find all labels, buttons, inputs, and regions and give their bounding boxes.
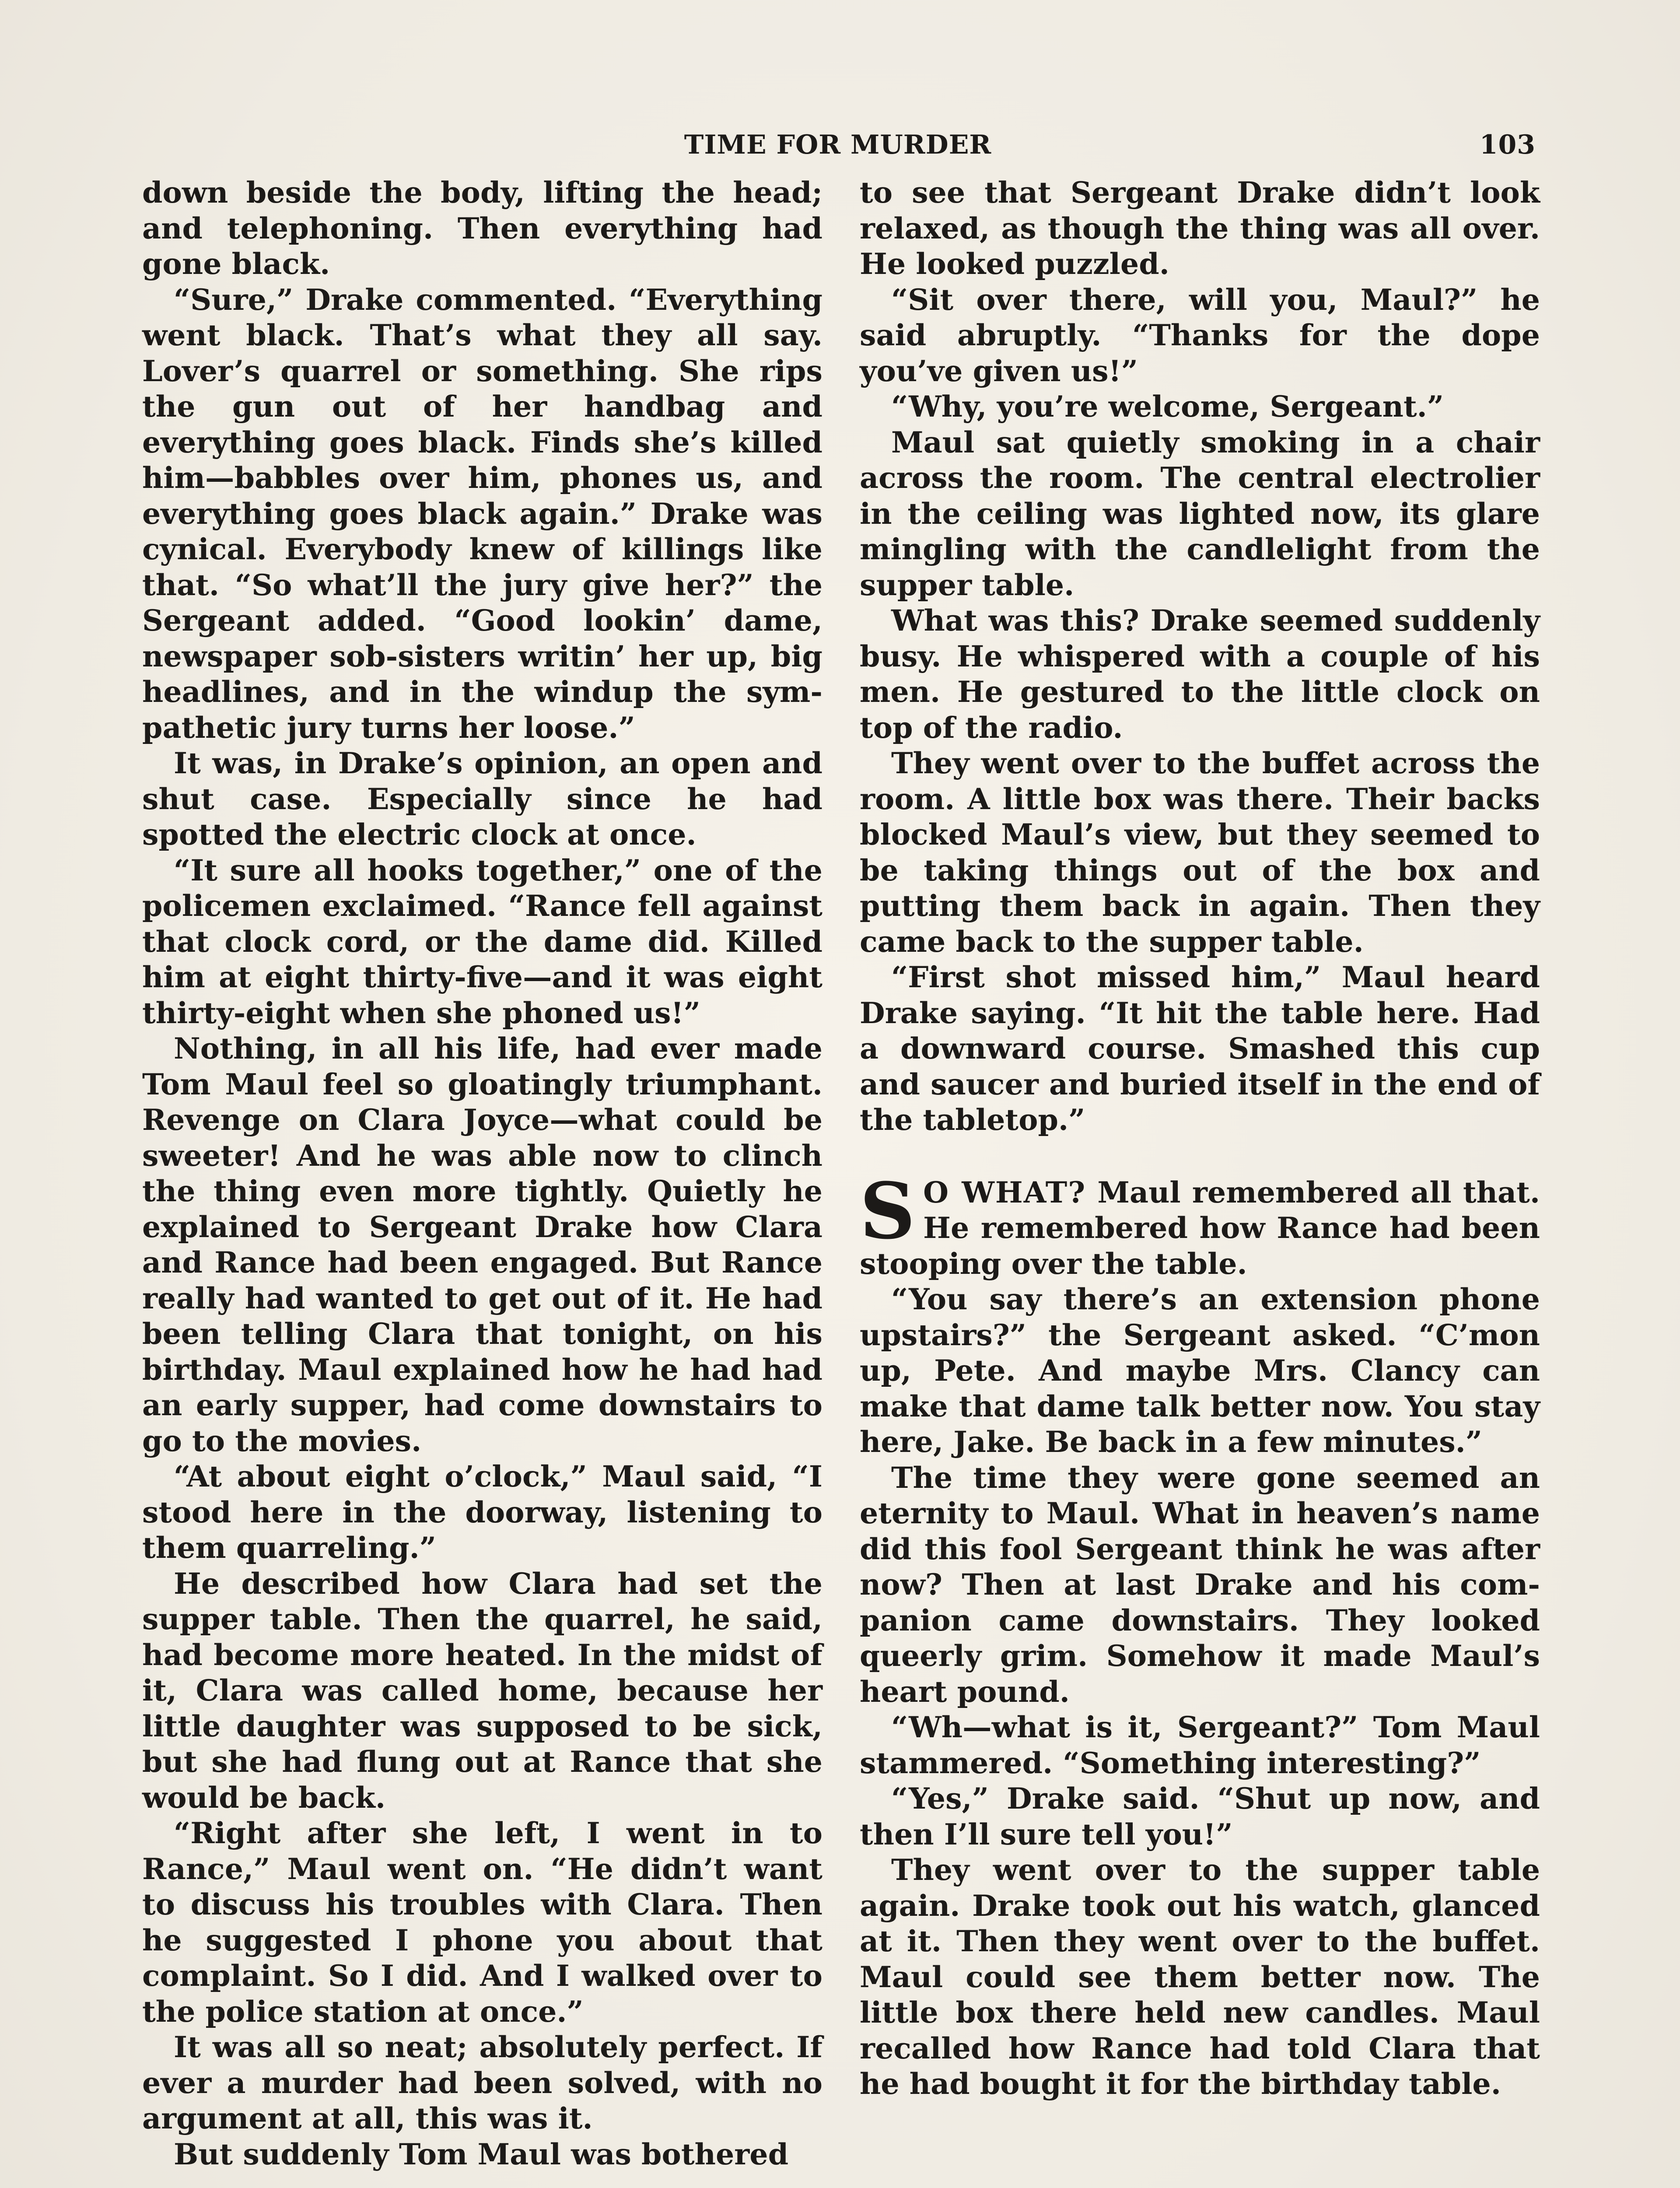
paragraph: They went over to the supper table again. Drake took out his watch, glanced at it. Then they went over to the buffet. Maul could see them better now. The little box there held new candles. Maul recalled how Rance had told Clara that he had bought it for the birthday table. bbox=[860, 1853, 1540, 2101]
paragraph: “You say there’s an extension phone upstairs?” the Sergeant asked. “C’mon up, Pete. And maybe Mrs. Clancy can make that dame talk better now. You stay here, Jake. Be back in a few minutes.” bbox=[860, 1282, 1540, 1459]
paragraph: “Right after she left, I went in to Rance,” Maul went on. “He didn’t want to discuss his troubles with Clara. Then he suggested I phone you about that complaint. So I did. And I walked over to the police station at once.” bbox=[142, 1816, 822, 2029]
paragraph: “Sure,” Drake commented. “Everything went black. That’s what they all say. Lover’s quarrel or something. She rips the gun out of her handbag and everything goes black. Finds she’s killed him—babbles over him, phones us, and everything goes black again.” Drake was cynical. Everybody knew of killings like that. “So what’ll the jury give her?” the Sergeant added. “Good lookin’ dame, newspaper sob-sisters writin’ her up, big headlines, and in the windup the sympathetic jury turns her loose.” bbox=[142, 282, 822, 745]
paragraph: “First shot missed him,” Maul heard Drake saying. “It hit the table here. Had a downward course. Smashed this cup and saucer and buried itself in the end of the tabletop.” bbox=[860, 960, 1540, 1137]
paragraph: What was this? Drake seemed suddenly busy. He whispered with a couple of his men. He gestured to the little clock on top of the radio. bbox=[860, 603, 1540, 745]
paragraph-text: Maul remembered all that. He remembered how Rance had been stooping over the table. bbox=[860, 1175, 1540, 1281]
section-opening-paragraph bbox=[860, 1165, 1540, 1282]
paragraph: They went over to the buffet across the room. A little box was there. Their backs blocked Maul’s view, but they seemed to be taking things out of the box and putting them back in again. Then they came back to the supper table. bbox=[860, 746, 1540, 959]
drop-cap: S bbox=[860, 1165, 916, 1256]
lead-in: O WHAT? bbox=[923, 1175, 1086, 1210]
paragraph: “It sure all hooks together,” one of the policemen exclaimed. “Rance fell against that clock cord, or the dame did. Killed him at eight thirty-five—and it was eight thirty-eight when she phoned us!” bbox=[142, 853, 822, 1030]
left-column bbox=[142, 175, 822, 2172]
paragraph: Maul sat quietly smoking in a chair across the room. The central electrolier in the ceiling was lighted now, its glare mingling with the candlelight from the supper table. bbox=[860, 425, 1540, 602]
paragraph: The time they were gone seemed an eternity to Maul. What in heaven’s name did this fool Sergeant think he was after now? Then at last Drake and his companion came downstairs. They looked queerly grim. Somehow it made Maul’s heart pound. bbox=[860, 1460, 1540, 1709]
paragraph: Nothing, in all his life, had ever made Tom Maul feel so gloatingly triumphant. Revenge on Clara Joyce—what could be sweeter! And he was able now to clinch the thing even more tightly. Quietly he explained to Sergeant Drake how Clara and Rance had been engaged. But Rance really had wanted to get out of it. He had been telling Clara that tonight, on his birthday. Maul explained how he had had an early supper, had come downstairs to go to the movies. bbox=[142, 1031, 822, 1458]
section-break bbox=[860, 1138, 1540, 1175]
paragraph: “Sit over there, will you, Maul?” he said abruptly. “Thanks for the dope you’ve given us!” bbox=[860, 282, 1540, 388]
paragraph: to see that Sergeant Drake didn’t look relaxed, as though the thing was all over. He looked puzzled. bbox=[860, 175, 1540, 281]
paragraph: It was all so neat; absolutely perfect. If ever a murder had been solved, with no argument at all, this was it. bbox=[142, 2030, 822, 2135]
paragraph: down beside the body, lifting the head; and telephoning. Then everything had gone black. bbox=[142, 175, 822, 281]
paragraph: “Wh—what is it, Sergeant?” Tom Maul stammered. “Something interesting?” bbox=[860, 1710, 1540, 1780]
paragraph: He described how Clara had set the supper table. Then the quarrel, he said, had become more heated. In the midst of it, Clara was called home, because her little daughter was supposed to be sick, but she had flung out at Rance that she would be back. bbox=[142, 1566, 822, 1815]
paragraph: It was, in Drake’s opinion, an open and shut case. Especially since he had spotted the electric clock at once. bbox=[142, 746, 822, 852]
paragraph: “Yes,” Drake said. “Shut up now, and then I’ll sure tell you!” bbox=[860, 1781, 1540, 1851]
paragraph: But suddenly Tom Maul was bothered bbox=[174, 2137, 789, 2171]
paragraph: “Why, you’re welcome, Sergeant.” bbox=[891, 389, 1444, 424]
running-head bbox=[140, 130, 1536, 165]
page-number: 103 bbox=[1479, 130, 1536, 160]
paragraph: “At about eight o’clock,” Maul said, “I stood here in the doorway, listening to them quarreling.” bbox=[142, 1459, 822, 1565]
right-column bbox=[860, 175, 1540, 2102]
running-title: TIME FOR MURDER bbox=[684, 130, 992, 160]
